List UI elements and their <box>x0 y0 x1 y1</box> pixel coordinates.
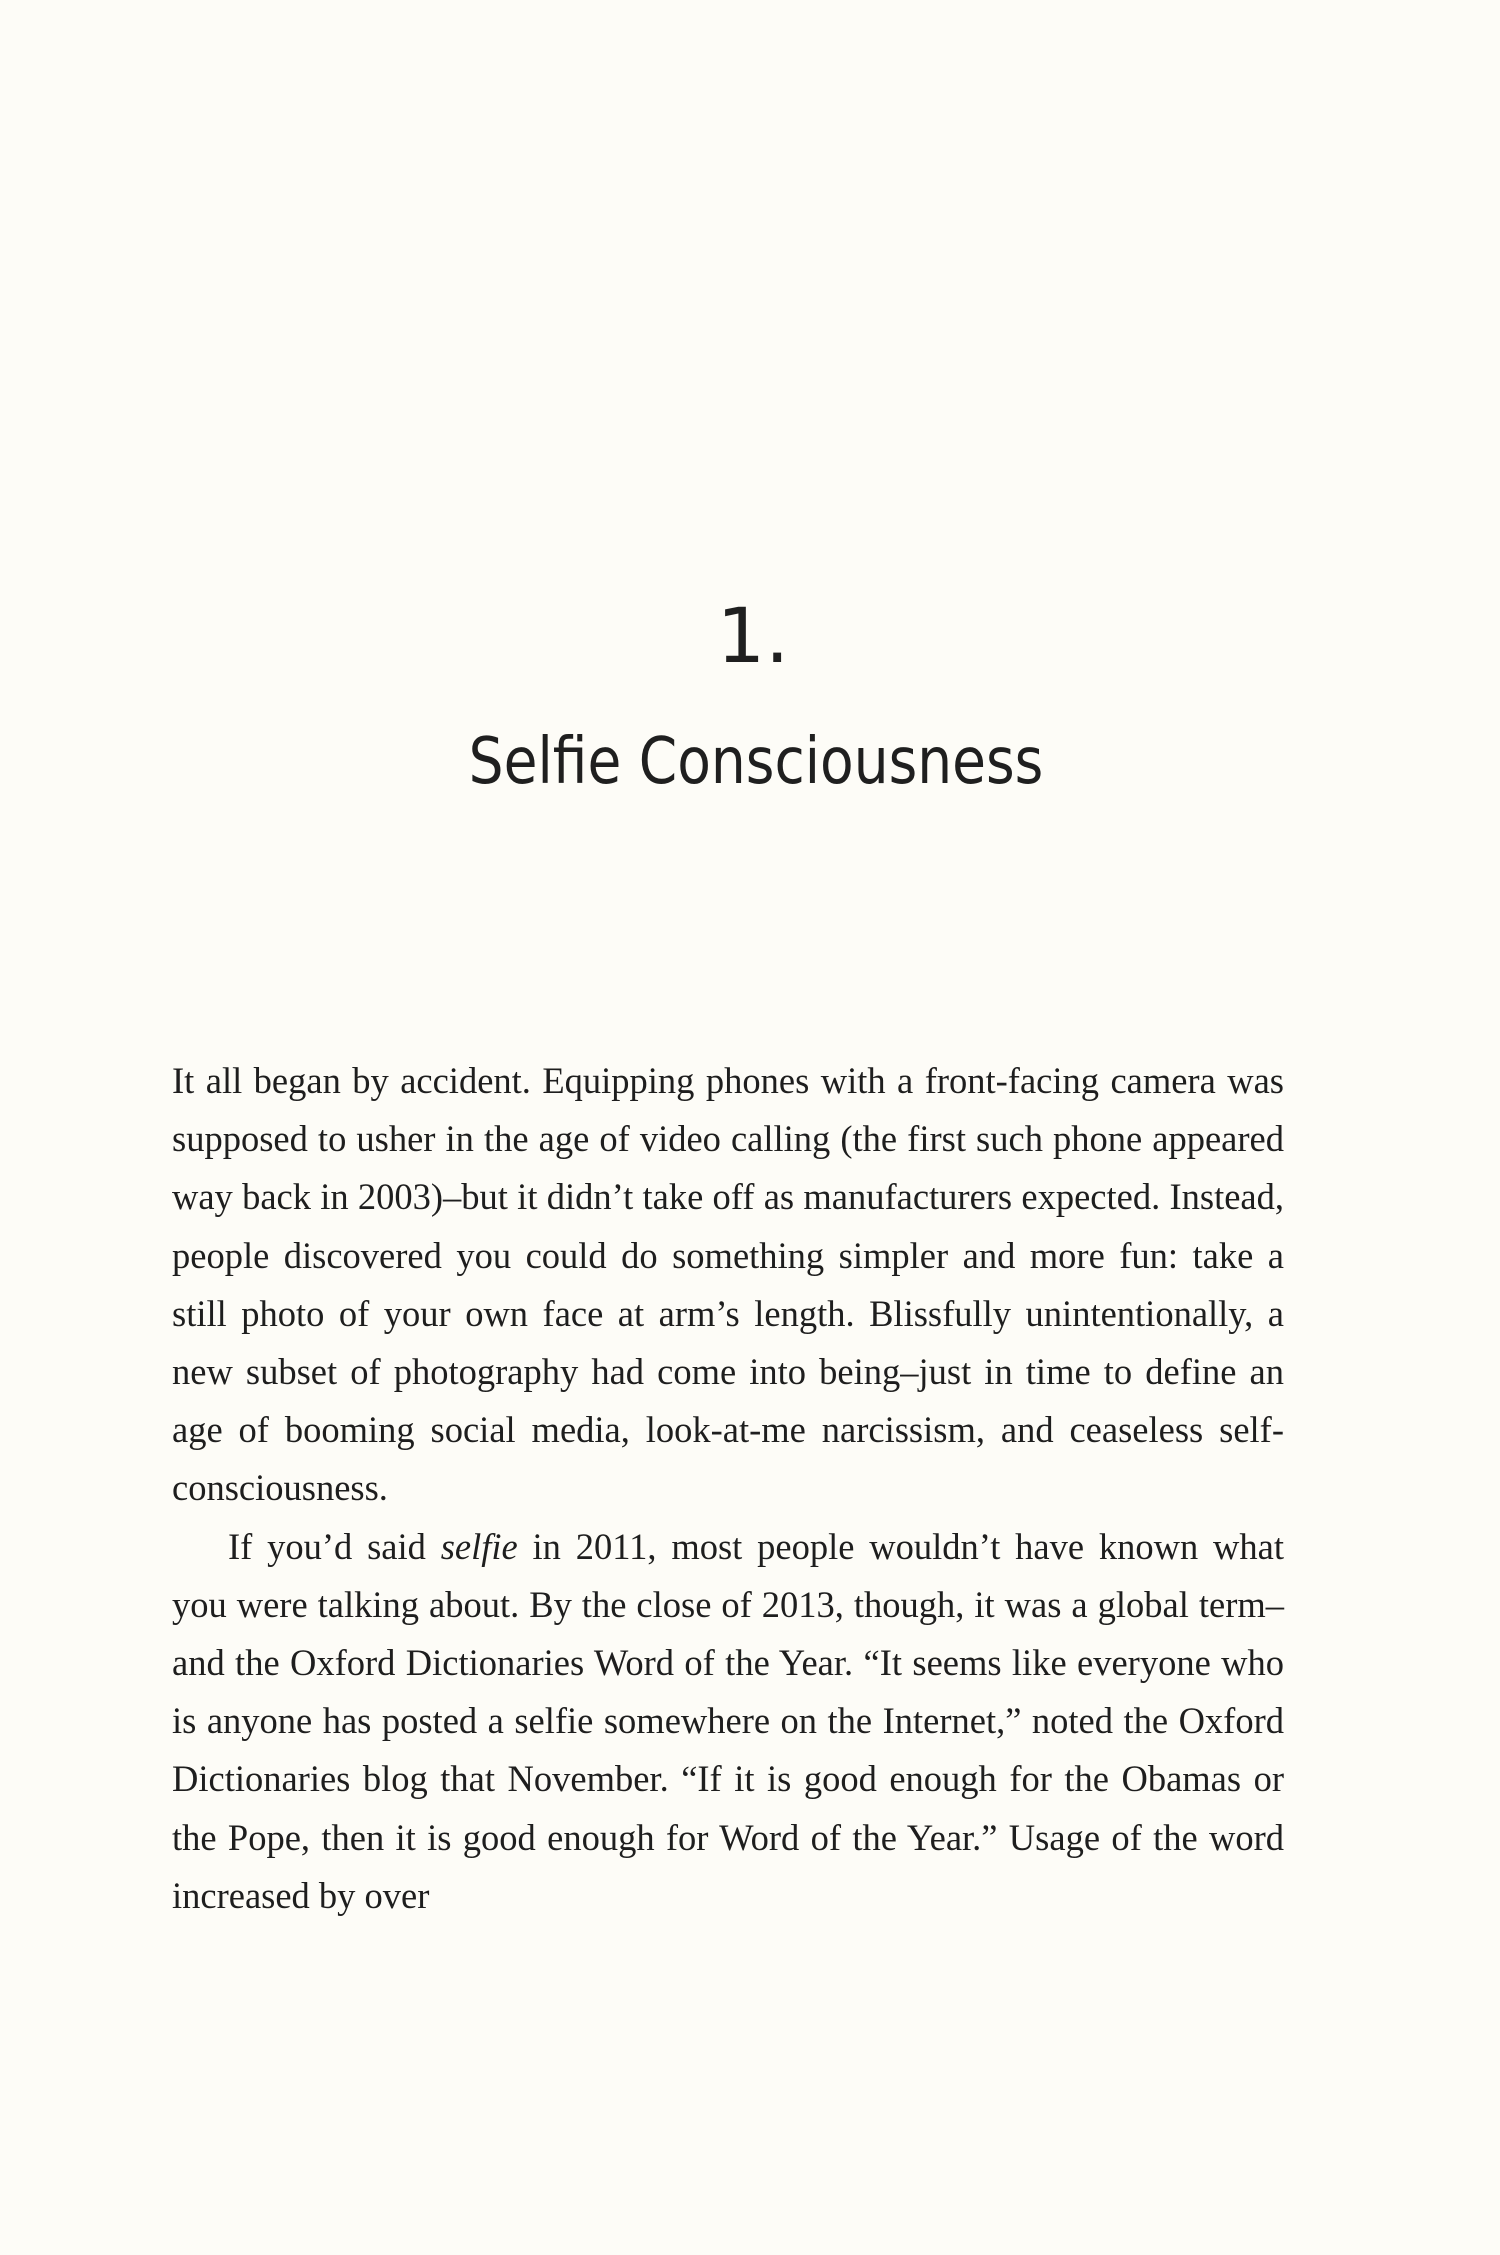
paragraph-2-start: If you’d said <box>228 1525 441 1567</box>
body-text <box>172 1052 1284 1925</box>
italic-term-selfie: selfie <box>440 1525 518 1567</box>
chapter-number: 1. <box>716 591 790 680</box>
chapter-title: Selfie Consciousness <box>468 725 1044 799</box>
paragraph-1: It all began by accident. Equipping phones with a front-facing camera was supposed to usher in the age of video calling (the first such phone appeared way back in 2003)–but it didn’t take off as manufacturers expected. Instead, people discovered you could do something simpler and more fun: take a still photo of your own face at arm’s length. Blissfully unintentionally, a new subset of photography had come into being–just in time to define an age of booming social media, look-at-me narcissism, and ceaseless self-consciousness. <box>172 1060 1284 1509</box>
paragraph-2-rest: in 2011, most people wouldn’t have known what you were talking about. By the close of 2013, though, it was a global term–and the Oxford Dictionaries Word of the Year. “It seems like everyone who is anyone has posted a selfie somewhere on the Internet,” noted the Oxford Dictionaries blog that November. “If it is good enough for the Obamas or the Pope, then it is good enough for Word of the Year.” Usage of the word increased by over <box>172 1525 1284 1916</box>
paragraph-2 <box>172 1518 1284 1925</box>
